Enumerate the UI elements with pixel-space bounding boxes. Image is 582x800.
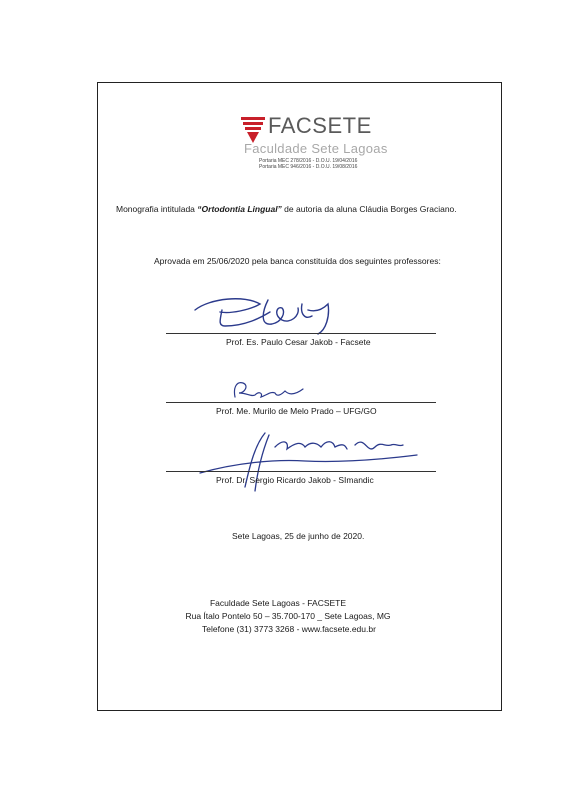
intro-text [116,204,457,214]
signature-line-3 [166,471,436,472]
intro-prefix: Monografia intitulada [116,204,198,214]
facsete-logo-mark [241,117,265,143]
signature-line-2 [166,402,436,403]
footer-address: Rua Ítalo Pontelo 50 – 35.700-170 _ Sete Lagoas, MG [185,611,391,621]
approval-statement: Aprovada em 25/06/2020 pela banca constituída dos seguintes professores: [154,256,441,266]
signature-2 [225,375,315,405]
signatory-name-3: Prof. Dr. Sergio Ricardo Jakob - SImandic [216,475,374,485]
signatory-name-2: Prof. Me. Murilo de Melo Prado – UFG/GO [216,406,377,416]
logo-subtitle: Faculdade Sete Lagoas [244,141,388,156]
logo-name: FACSETE [268,113,372,138]
footer-institution: Faculdade Sete Lagoas - FACSETE [209,598,347,608]
intro-suffix: de autoria da aluna Cláudia Borges Graciano. [281,204,457,214]
footer-contact: Telefone (31) 3773 3268 - www.facsete.edu.br [202,624,376,634]
signature-line-1 [166,333,436,334]
monograph-title: “Ortodontia Lingual” [197,204,282,214]
document-date: Sete Lagoas, 25 de junho de 2020. [232,531,365,541]
facsete-logo [241,113,388,179]
logo-portaria-1: Portaria MEC 278/2016 - D.O.U. 19/04/2016 [259,158,358,164]
logo-portaria-2: Portaria MEC 946/2016 - D.O.U. 19/08/2016 [259,164,358,170]
signatory-name-1: Prof. Es. Paulo Cesar Jakob - Facsete [226,337,371,347]
